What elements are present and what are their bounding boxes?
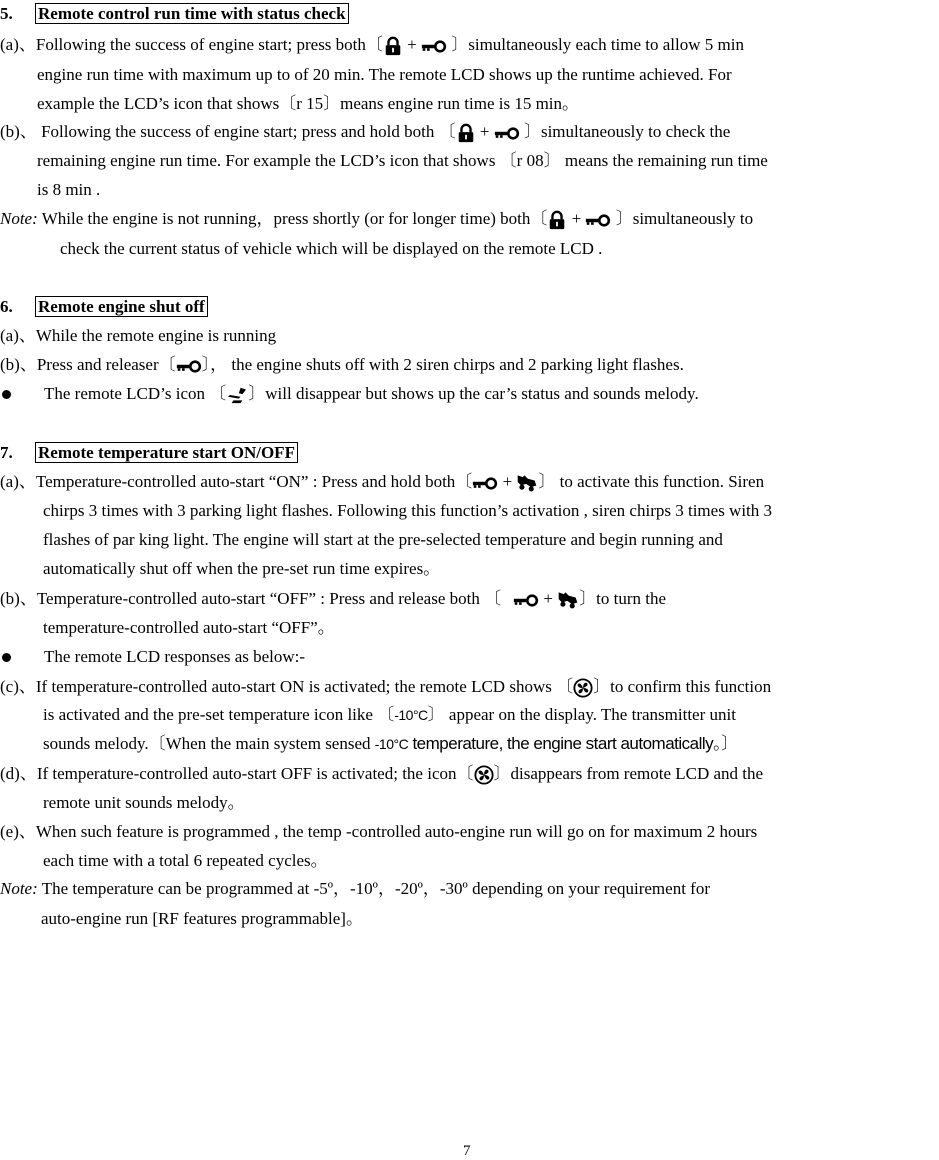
lock-icon [547, 210, 567, 230]
key-icon [513, 594, 539, 607]
page-number: 7 [463, 1143, 471, 1159]
bullet-line [44, 384, 699, 404]
text: 〕to confirm this function [593, 677, 772, 696]
paragraph-line: temperature-controlled auto-start “OFF”。 [43, 618, 335, 637]
section-6-heading [0, 297, 208, 317]
key-icon [472, 477, 498, 490]
plus-sign: + [407, 35, 417, 54]
key-icon [176, 360, 202, 373]
text: (a)、Temperature-controlled auto-start “ON” : Press and hold both〔 [0, 472, 473, 491]
paragraph-line: (e)、When such feature is programmed , the temp -controlled auto-engine run will go on for maximum 2 hours [0, 822, 758, 841]
paragraph-line: each time with a total 6 repeated cycles。 [43, 851, 328, 870]
lock-icon [456, 123, 476, 143]
note-line [0, 209, 753, 230]
temperature-icon: -10°C [394, 707, 428, 723]
text: 〕 appear on the display. The transmitter unit [427, 705, 736, 724]
paragraph-line [43, 734, 738, 754]
paragraph-line: remaining engine run time. For example the LCD’s icon that shows 〔r 08〕 means the remaining run time [37, 151, 768, 170]
section-title: Remote temperature start ON/OFF [35, 442, 298, 463]
text: (c)、If temperature-controlled auto-start ON is activated; the remote LCD shows 〔 [0, 677, 574, 696]
temperature-icon: -10°C [374, 736, 409, 752]
text: (b)、Temperature-controlled auto-start “OFF” : Press and release both 〔 [0, 589, 502, 608]
note-line [0, 879, 710, 899]
text: 〕simultaneously to [615, 209, 754, 228]
paragraph-line [0, 472, 764, 493]
text: 〕disappears from remote LCD and the [493, 764, 764, 783]
text: is activated and the pre-set temperature icon like 〔 [43, 705, 395, 724]
note-label: Note: [0, 209, 38, 228]
text: (d)、If temperature-controlled auto-start OFF is activated; the icon〔 [0, 764, 474, 783]
text: 〕simultaneously to check the [523, 122, 731, 141]
note-label: Note: [0, 879, 38, 898]
fan-icon [474, 765, 494, 785]
plus-sign: + [543, 589, 553, 608]
text: (a)、Following the success of engine start; press both〔 [0, 35, 383, 54]
paragraph-line [0, 677, 771, 698]
bullet-line: The remote LCD responses as below:- [44, 647, 306, 666]
text: 〕 to activate this function. Siren [538, 472, 765, 491]
plus-sign: + [502, 472, 513, 491]
paragraph-line: remote unit sounds melody。 [43, 793, 245, 812]
text: temperature, the engine start automatically。〕 [408, 734, 738, 753]
plus-sign: + [479, 122, 490, 141]
plus-sign: + [571, 209, 582, 228]
section-number: 6. [0, 297, 13, 316]
paragraph-line [0, 355, 684, 375]
paragraph-line: is 8 min . [37, 180, 101, 199]
bullet [2, 390, 11, 399]
car-icon [557, 590, 579, 610]
section-number: 7. [0, 443, 13, 462]
note-line: check the current status of vehicle which will be displayed on the remote LCD . [60, 239, 603, 258]
section-number: 5. [0, 4, 13, 23]
paragraph-line: chirps 3 times with 3 parking light flashes. Following this function’s activation , siren chirps 3 times with 3 [43, 501, 773, 520]
text: 〕simultaneously each time to allow 5 min [451, 35, 744, 54]
text: 〕， the engine shuts off with 2 siren chirps and 2 parking light flashes. [201, 355, 684, 374]
lock-icon [383, 36, 403, 56]
text: 〕to turn the [579, 589, 667, 608]
section-7-heading [0, 443, 298, 463]
text: sounds melody.〔When the main system sensed [43, 734, 375, 753]
engine-running-icon [226, 386, 248, 404]
key-icon [494, 127, 520, 140]
text: (b)、Press and releaser〔 [0, 355, 176, 374]
key-icon [585, 214, 611, 227]
paragraph-line [0, 122, 730, 143]
text: The temperature can be programmed at -5º，-10º，-20º，-30º depending on your requirement for [37, 879, 710, 898]
paragraph-line [0, 589, 666, 610]
text: 〕will disappear but shows up the car’s status and sounds melody. [248, 384, 699, 403]
fan-icon [573, 678, 593, 698]
paragraph-line: automatically shut off when the pre-set run time expires。 [43, 559, 441, 578]
paragraph-line [43, 705, 736, 725]
paragraph-line: engine run time with maximum up to of 20 min. The remote LCD shows up the runtime achieved. For [37, 65, 732, 84]
bullet [2, 653, 11, 662]
note-line: auto-engine run [RF features programmable]。 [41, 909, 363, 928]
section-5-heading [0, 4, 349, 24]
paragraph-line [0, 764, 763, 785]
key-icon [421, 40, 447, 53]
paragraph-line: flashes of par king light. The engine will start at the pre-selected temperature and begin running and [43, 530, 723, 549]
paragraph-line: (a)、While the remote engine is running [0, 326, 277, 345]
section-title: Remote engine shut off [35, 296, 208, 317]
text: While the engine is not running，press shortly (or for longer time) both〔 [37, 209, 548, 228]
text: (b)、 Following the success of engine start; press and hold both 〔 [0, 122, 456, 141]
section-title: Remote control run time with status check [35, 3, 349, 24]
car-icon [516, 473, 538, 493]
paragraph-line: example the LCD’s icon that shows〔r 15〕means engine run time is 15 min。 [37, 94, 580, 113]
paragraph-line [0, 35, 744, 56]
text: The remote LCD’s icon 〔 [44, 384, 227, 403]
